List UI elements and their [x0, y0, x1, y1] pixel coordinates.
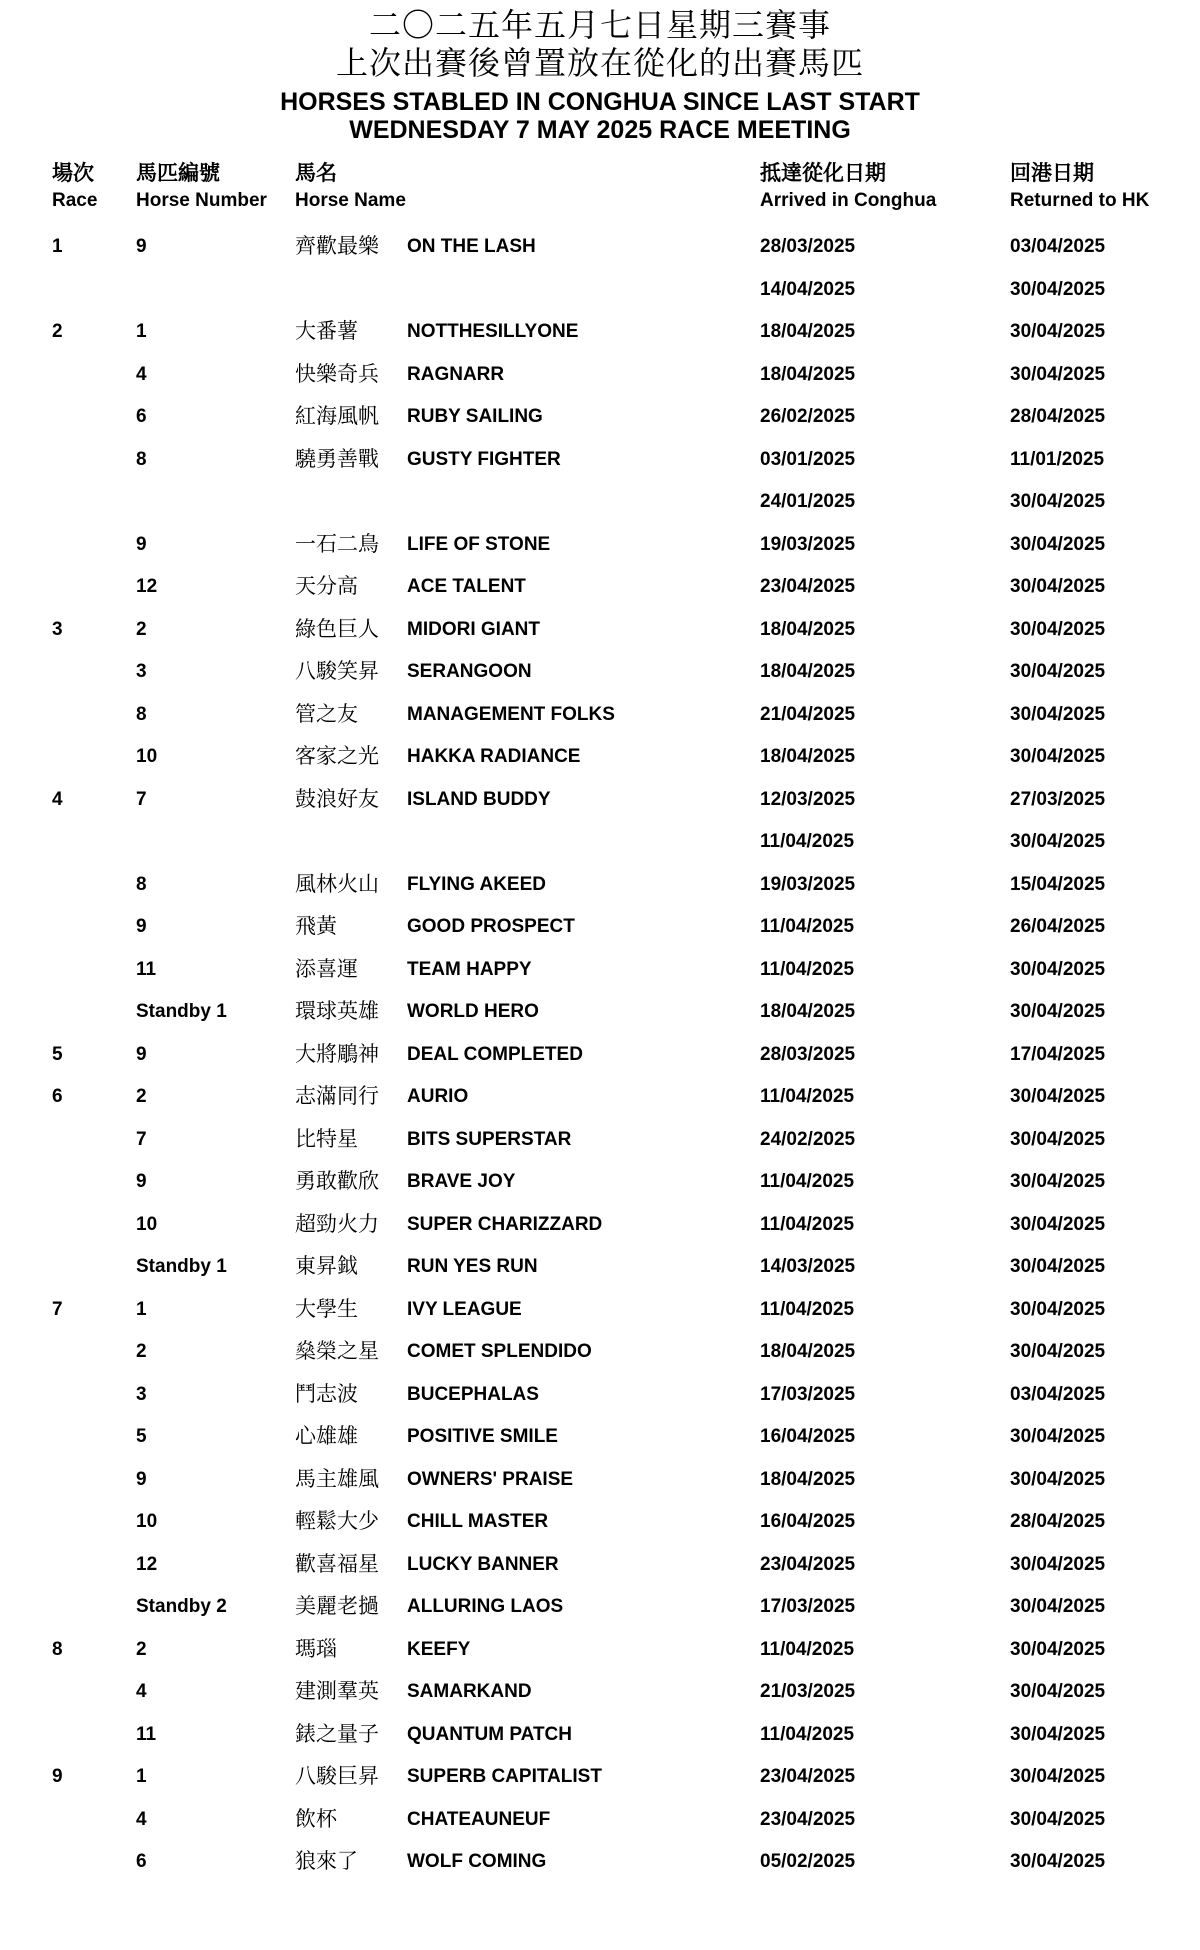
header-returned-to-hk	[1010, 160, 1200, 214]
horse-name-chinese-cell: 大番薯	[295, 320, 358, 343]
horse-name-english-cell: SUPERB CAPITALIST	[407, 1766, 602, 1787]
table-row	[0, 481, 1200, 524]
horse-name-english-cell: KEEFY	[407, 1638, 471, 1660]
horse-name-chinese-cell	[295, 269, 407, 312]
race-cell: 3	[52, 618, 63, 640]
race-cell	[52, 864, 136, 907]
horse-name-english-cell: POSITIVE SMILE	[407, 1426, 558, 1447]
horse-number-cell: 2	[136, 1086, 147, 1107]
arrived-date-cell: 14/03/2025	[760, 1256, 856, 1277]
race-cell	[52, 694, 136, 737]
horse-name-chinese-cell	[295, 821, 407, 864]
horse-name-chinese-cell: 八駿巨昇	[295, 1765, 379, 1788]
table-row	[0, 779, 1200, 822]
table-row	[0, 949, 1200, 992]
table-row	[0, 906, 1200, 949]
race-cell	[52, 354, 136, 397]
race-cell	[52, 1331, 136, 1374]
horse-name-english-cell: RUN YES RUN	[407, 1256, 538, 1277]
returned-date-cell: 30/04/2025	[1010, 831, 1106, 852]
horse-name-english-cell: WOLF COMING	[407, 1851, 547, 1872]
horse-name-english-cell: SUPER CHARIZZARD	[407, 1213, 603, 1235]
table-row	[0, 1034, 1200, 1077]
table-row	[0, 609, 1200, 652]
returned-date-cell: 30/04/2025	[1010, 1213, 1106, 1235]
horse-number-cell: 3	[136, 1383, 147, 1405]
horse-name-english-cell: MANAGEMENT FOLKS	[407, 703, 615, 725]
horse-number-cell: 9	[136, 1043, 147, 1065]
horse-name-chinese-cell: 勇敢歡欣	[295, 1170, 379, 1193]
table-row	[0, 1246, 1200, 1289]
horse-name-chinese-cell: 狼來了	[295, 1850, 358, 1873]
horse-name-english-cell: SAMARKAND	[407, 1681, 532, 1702]
horse-name-chinese-cell: 錶之量子	[295, 1722, 379, 1746]
horse-number-cell: 12	[136, 1553, 158, 1575]
horse-name-english-cell: TEAM HAPPY	[407, 958, 532, 980]
arrived-date-cell: 28/03/2025	[760, 1043, 856, 1065]
horse-name-chinese-cell: 東昇鉞	[295, 1255, 358, 1278]
race-cell	[52, 1586, 136, 1629]
race-cell: 1	[52, 236, 63, 257]
race-cell: 6	[52, 1086, 63, 1107]
horse-number-cell: 11	[136, 958, 157, 980]
table-row	[0, 694, 1200, 737]
horse-name-english-cell: SERANGOON	[407, 661, 532, 682]
returned-date-cell: 03/04/2025	[1010, 236, 1106, 257]
horse-name-english-cell: BRAVE JOY	[407, 1171, 516, 1192]
arrived-date-cell: 05/02/2025	[760, 1851, 856, 1872]
horse-number-cell: 2	[136, 618, 147, 640]
horse-number-cell: 2	[136, 1341, 147, 1362]
horse-name-chinese-cell: 大將鵰神	[295, 1042, 379, 1066]
arrived-date-cell: 16/04/2025	[760, 1511, 856, 1532]
horse-name-chinese-cell: 一石二鳥	[295, 532, 379, 556]
table-row	[0, 566, 1200, 609]
arrived-date-cell: 18/04/2025	[760, 746, 856, 767]
race-cell: 7	[52, 1298, 63, 1320]
table-row	[0, 864, 1200, 907]
horse-name-english-cell: RUBY SAILING	[407, 406, 543, 427]
returned-date-cell: 30/04/2025	[1010, 1171, 1106, 1192]
arrived-date-cell: 11/04/2025	[760, 831, 855, 852]
table-row	[0, 1161, 1200, 1204]
race-cell: 9	[52, 1766, 63, 1787]
horse-name-chinese-cell: 飲杯	[295, 1807, 337, 1831]
horse-number-cell: 9	[136, 916, 147, 937]
horse-name-english-cell: DEAL COMPLETED	[407, 1043, 583, 1065]
arrived-date-cell: 17/03/2025	[760, 1596, 856, 1617]
table-body	[0, 226, 1200, 1884]
table-row	[0, 1331, 1200, 1374]
table-row	[0, 1671, 1200, 1714]
arrived-date-cell: 12/03/2025	[760, 788, 856, 810]
horse-name-english-cell: ALLURING LAOS	[407, 1596, 564, 1617]
table-row	[0, 1756, 1200, 1799]
returned-date-cell: 30/04/2025	[1010, 958, 1106, 980]
race-cell	[52, 1544, 136, 1587]
horse-number-cell	[136, 269, 295, 312]
horse-number-cell: 9	[136, 1171, 147, 1192]
race-cell	[52, 1459, 136, 1502]
horse-number-cell: 7	[136, 788, 147, 810]
table-row	[0, 1799, 1200, 1842]
horse-number-cell: 10	[136, 746, 158, 767]
table-row	[0, 1629, 1200, 1672]
race-cell	[52, 906, 136, 949]
table-row	[0, 1459, 1200, 1502]
header-returned-chinese: 回港日期	[1010, 162, 1094, 185]
returned-date-cell: 30/04/2025	[1010, 1298, 1106, 1320]
returned-date-cell: 30/04/2025	[1010, 363, 1106, 385]
returned-date-cell: 30/04/2025	[1010, 1553, 1106, 1575]
arrived-date-cell: 03/01/2025	[760, 448, 856, 470]
returned-date-cell: 30/04/2025	[1010, 1086, 1106, 1107]
horse-number-cell: 3	[136, 661, 147, 682]
horse-name-english-cell: GOOD PROSPECT	[407, 916, 575, 937]
horse-number-cell: 9	[136, 236, 147, 257]
arrived-date-cell: 11/04/2025	[760, 1086, 855, 1107]
table-row	[0, 1586, 1200, 1629]
horse-number-cell: 1	[136, 1298, 147, 1320]
horse-number-cell: 8	[136, 448, 147, 470]
table-row	[0, 1544, 1200, 1587]
horse-name-english-cell	[407, 269, 760, 312]
horse-name-chinese-cell: 志滿同行	[295, 1085, 379, 1108]
arrived-date-cell: 28/03/2025	[760, 236, 856, 257]
arrived-date-cell: 11/04/2025	[760, 916, 855, 937]
returned-date-cell: 03/04/2025	[1010, 1383, 1106, 1405]
table-row	[0, 1374, 1200, 1417]
race-cell	[52, 481, 136, 524]
returned-date-cell: 30/04/2025	[1010, 533, 1106, 555]
arrived-date-cell: 24/02/2025	[760, 1128, 856, 1150]
horse-number-cell	[136, 821, 295, 864]
returned-date-cell: 30/04/2025	[1010, 1638, 1106, 1660]
header-arrived-chinese: 抵達從化日期	[760, 162, 886, 185]
table-row	[0, 651, 1200, 694]
horse-name-chinese-cell: 心雄雄	[295, 1425, 358, 1448]
title-chinese-line1: 二〇二五年五月七日星期三賽事	[368, 7, 831, 43]
horse-number-cell: 4	[136, 1681, 147, 1702]
race-cell	[52, 396, 136, 439]
returned-date-cell: 30/04/2025	[1010, 278, 1106, 300]
arrived-date-cell: 17/03/2025	[760, 1383, 856, 1405]
race-cell: 4	[52, 788, 63, 810]
horse-number-cell: 9	[136, 533, 147, 555]
horse-number-cell: 4	[136, 1808, 147, 1830]
horse-name-chinese-cell: 環球英雄	[295, 1000, 379, 1023]
returned-date-cell: 30/04/2025	[1010, 491, 1106, 512]
horse-number-cell: 10	[136, 1213, 158, 1235]
horse-number-cell: 8	[136, 703, 147, 725]
race-cell	[52, 524, 136, 567]
returned-date-cell: 30/04/2025	[1010, 1723, 1106, 1745]
horse-number-cell: 10	[136, 1511, 158, 1532]
table-row	[0, 1416, 1200, 1459]
horse-name-chinese-cell	[295, 481, 407, 524]
horse-name-english-cell: WORLD HERO	[407, 1001, 539, 1022]
horse-name-english-cell: LUCKY BANNER	[407, 1553, 559, 1575]
horse-number-cell: Standby 2	[136, 1596, 227, 1617]
arrived-date-cell: 18/04/2025	[760, 363, 856, 385]
horse-number-cell: 7	[136, 1128, 147, 1150]
arrived-date-cell: 18/04/2025	[760, 1001, 856, 1022]
table-row	[0, 1119, 1200, 1162]
horse-name-english-cell: BUCEPHALAS	[407, 1383, 539, 1405]
horse-number-cell: 8	[136, 873, 147, 895]
race-cell: 2	[52, 321, 63, 342]
returned-date-cell: 26/04/2025	[1010, 916, 1106, 937]
returned-date-cell: 30/04/2025	[1010, 1681, 1106, 1702]
horse-name-chinese-cell: 風林火山	[295, 872, 379, 896]
arrived-date-cell: 11/04/2025	[760, 1171, 855, 1192]
horse-name-english-cell: ON THE LASH	[407, 236, 536, 257]
table-row	[0, 1714, 1200, 1757]
arrived-date-cell: 18/04/2025	[760, 321, 856, 342]
race-cell	[52, 566, 136, 609]
horse-name-english-cell: OWNERS' PRAISE	[407, 1468, 574, 1490]
arrived-date-cell: 21/04/2025	[760, 703, 856, 725]
race-cell	[52, 1246, 136, 1289]
race-cell	[52, 651, 136, 694]
returned-date-cell: 30/04/2025	[1010, 661, 1106, 682]
arrived-date-cell: 11/04/2025	[760, 958, 855, 980]
horse-name-english-cell: IVY LEAGUE	[407, 1298, 522, 1320]
horse-name-english-cell: BITS SUPERSTAR	[407, 1128, 572, 1150]
returned-date-cell: 28/04/2025	[1010, 406, 1106, 427]
table-row	[0, 226, 1200, 269]
race-cell: 5	[52, 1043, 63, 1065]
returned-date-cell: 30/04/2025	[1010, 1468, 1106, 1490]
horse-name-chinese-cell: 比特星	[295, 1127, 358, 1151]
returned-date-cell: 30/04/2025	[1010, 1128, 1106, 1150]
table-header-row	[0, 160, 1200, 214]
arrived-date-cell: 23/04/2025	[760, 1808, 856, 1830]
arrived-date-cell: 18/04/2025	[760, 618, 856, 640]
horse-name-chinese-cell: 瑪瑙	[295, 1637, 337, 1661]
title-chinese-line2: 上次出賽後曾置放在從化的出賽馬匹	[335, 45, 864, 81]
race-cell	[52, 1714, 136, 1757]
returned-date-cell: 30/04/2025	[1010, 1341, 1106, 1362]
horse-name-chinese-cell: 紅海風帆	[295, 405, 379, 428]
table-row	[0, 1841, 1200, 1884]
arrived-date-cell: 19/03/2025	[760, 873, 856, 895]
returned-date-cell: 17/04/2025	[1010, 1043, 1106, 1065]
header-race	[52, 160, 136, 214]
horse-name-english-cell: GUSTY FIGHTER	[407, 448, 561, 470]
horse-name-english-cell: HAKKA RADIANCE	[407, 746, 581, 767]
header-race-english: Race	[52, 190, 98, 211]
horse-name-chinese-cell: 超勁火力	[295, 1212, 379, 1236]
horse-name-english-cell	[407, 821, 760, 864]
arrived-date-cell: 19/03/2025	[760, 533, 856, 555]
returned-date-cell: 30/04/2025	[1010, 321, 1106, 342]
horse-number-cell: 6	[136, 406, 147, 427]
horse-number-cell: Standby 1	[136, 1256, 227, 1277]
race-cell	[52, 1799, 136, 1842]
horse-name-english-cell: CHATEAUNEUF	[407, 1808, 551, 1830]
horse-name-chinese-cell: 綠色巨人	[295, 617, 379, 641]
horse-number-cell: 6	[136, 1851, 147, 1872]
returned-date-cell: 30/04/2025	[1010, 703, 1106, 725]
arrived-date-cell: 11/04/2025	[760, 1723, 855, 1745]
horse-name-chinese-cell: 管之友	[295, 702, 358, 726]
header-horse-number-chinese: 馬匹編號	[136, 162, 220, 185]
race-cell	[52, 1416, 136, 1459]
horse-name-chinese-cell: 驍勇善戰	[295, 447, 379, 471]
returned-date-cell: 15/04/2025	[1010, 873, 1106, 895]
header-horse-name-english: Horse Name	[295, 190, 406, 211]
header-horse-number-english: Horse Number	[136, 190, 267, 211]
race-cell	[52, 1204, 136, 1247]
returned-date-cell: 30/04/2025	[1010, 746, 1106, 767]
returned-date-cell: 30/04/2025	[1010, 1766, 1106, 1787]
arrived-date-cell: 18/04/2025	[760, 1468, 856, 1490]
returned-date-cell: 30/04/2025	[1010, 1808, 1106, 1830]
returned-date-cell: 30/04/2025	[1010, 1851, 1106, 1872]
table-row	[0, 1076, 1200, 1119]
arrived-date-cell: 23/04/2025	[760, 576, 856, 597]
returned-date-cell: 30/04/2025	[1010, 576, 1106, 597]
race-cell	[52, 1841, 136, 1884]
horse-number-cell: 9	[136, 1468, 147, 1490]
arrived-date-cell: 11/04/2025	[760, 1213, 855, 1235]
table-row	[0, 396, 1200, 439]
horse-name-english-cell: CHILL MASTER	[407, 1511, 549, 1532]
horse-number-cell: 1	[136, 1766, 147, 1787]
horse-number-cell: 11	[136, 1723, 157, 1745]
horse-name-english-cell: NOTTHESILLYONE	[407, 321, 579, 342]
table-row	[0, 821, 1200, 864]
race-cell	[52, 1671, 136, 1714]
race-cell	[52, 1119, 136, 1162]
header-race-chinese: 場次	[52, 162, 94, 185]
horse-name-chinese-cell: 輕鬆大少	[295, 1510, 379, 1533]
header-arrived-in-conghua	[760, 160, 1010, 214]
title-english-line1: HORSES STABLED IN CONGHUA SINCE LAST START	[280, 88, 920, 116]
horse-number-cell: 2	[136, 1638, 147, 1660]
race-cell	[52, 1161, 136, 1204]
returned-date-cell: 28/04/2025	[1010, 1511, 1106, 1532]
arrived-date-cell: 11/04/2025	[760, 1638, 855, 1660]
arrived-date-cell: 23/04/2025	[760, 1553, 856, 1575]
table-row	[0, 1204, 1200, 1247]
horse-name-english-cell	[407, 481, 760, 524]
horse-name-chinese-cell: 美麗老撾	[295, 1595, 379, 1618]
arrived-date-cell: 21/03/2025	[760, 1681, 856, 1702]
horse-name-chinese-cell: 飛黃	[295, 915, 337, 938]
horse-number-cell: 12	[136, 576, 158, 597]
race-cell	[52, 821, 136, 864]
race-cell	[52, 439, 136, 482]
returned-date-cell: 30/04/2025	[1010, 1596, 1106, 1617]
horse-name-english-cell: MIDORI GIANT	[407, 618, 540, 640]
horse-name-chinese-cell: 鬥志波	[295, 1382, 358, 1406]
horse-name-english-cell: QUANTUM PATCH	[407, 1723, 572, 1745]
table-row	[0, 736, 1200, 779]
race-cell	[52, 949, 136, 992]
horse-name-chinese-cell: 客家之光	[295, 745, 379, 768]
horse-number-cell: Standby 1	[136, 1001, 227, 1022]
arrived-date-cell: 24/01/2025	[760, 491, 856, 512]
horse-name-english-cell: FLYING AKEED	[407, 873, 547, 895]
horse-name-english-cell: LIFE OF STONE	[407, 533, 551, 555]
returned-date-cell: 11/01/2025	[1010, 448, 1105, 470]
returned-date-cell: 30/04/2025	[1010, 1426, 1106, 1447]
horse-name-chinese-cell: 齊歡最樂	[295, 235, 379, 258]
table-row	[0, 1289, 1200, 1332]
arrived-date-cell: 14/04/2025	[760, 278, 856, 300]
horse-name-chinese-cell: 大學生	[295, 1297, 358, 1321]
arrived-date-cell: 18/04/2025	[760, 1341, 856, 1362]
table-row	[0, 439, 1200, 482]
horse-name-english-cell: AURIO	[407, 1086, 469, 1107]
race-cell	[52, 1374, 136, 1417]
returned-date-cell: 30/04/2025	[1010, 1001, 1106, 1022]
header-horse-name-chinese: 馬名	[295, 162, 337, 185]
horse-name-chinese-cell: 建測羣英	[295, 1680, 379, 1703]
horse-name-chinese-cell: 鼓浪好友	[295, 787, 379, 811]
horse-name-chinese-cell: 快樂奇兵	[295, 362, 379, 386]
arrived-date-cell: 18/04/2025	[760, 661, 856, 682]
horse-name-english-cell: COMET SPLENDIDO	[407, 1341, 592, 1362]
returned-date-cell: 30/04/2025	[1010, 1256, 1106, 1277]
horse-name-chinese-cell: 天分高	[295, 575, 358, 598]
title-english-line2: WEDNESDAY 7 MAY 2025 RACE MEETING	[349, 116, 851, 144]
returned-date-cell: 30/04/2025	[1010, 618, 1106, 640]
race-cell	[52, 1501, 136, 1544]
header-horse-name	[295, 160, 760, 214]
race-cell	[52, 991, 136, 1034]
horse-number-cell: 1	[136, 321, 147, 342]
horse-name-english-cell: ISLAND BUDDY	[407, 788, 551, 810]
race-cell	[52, 736, 136, 779]
horse-name-chinese-cell: 馬主雄風	[295, 1467, 379, 1491]
table-row	[0, 269, 1200, 312]
arrived-date-cell: 23/04/2025	[760, 1766, 856, 1787]
arrived-date-cell: 11/04/2025	[760, 1298, 855, 1320]
horse-name-chinese-cell: 燊榮之星	[295, 1340, 379, 1363]
table-row	[0, 311, 1200, 354]
horse-name-english-cell: ACE TALENT	[407, 576, 526, 597]
horse-name-chinese-cell: 歡喜福星	[295, 1552, 379, 1576]
arrived-date-cell: 16/04/2025	[760, 1426, 856, 1447]
horse-name-english-cell: RAGNARR	[407, 363, 505, 385]
horse-number-cell: 5	[136, 1426, 147, 1447]
horse-name-chinese-cell: 八駿笑昇	[295, 660, 379, 683]
table-row	[0, 524, 1200, 567]
table-row	[0, 991, 1200, 1034]
header-horse-number	[136, 160, 295, 214]
header-returned-english: Returned to HK	[1010, 190, 1150, 211]
horse-number-cell: 4	[136, 363, 147, 385]
race-cell	[52, 269, 136, 312]
arrived-date-cell: 26/02/2025	[760, 406, 856, 427]
returned-date-cell: 27/03/2025	[1010, 788, 1106, 810]
table-row	[0, 1501, 1200, 1544]
race-cell: 8	[52, 1638, 63, 1660]
horse-number-cell	[136, 481, 295, 524]
header-arrived-english: Arrived in Conghua	[760, 190, 937, 211]
table-row	[0, 354, 1200, 397]
horse-name-chinese-cell: 添喜運	[295, 957, 358, 981]
